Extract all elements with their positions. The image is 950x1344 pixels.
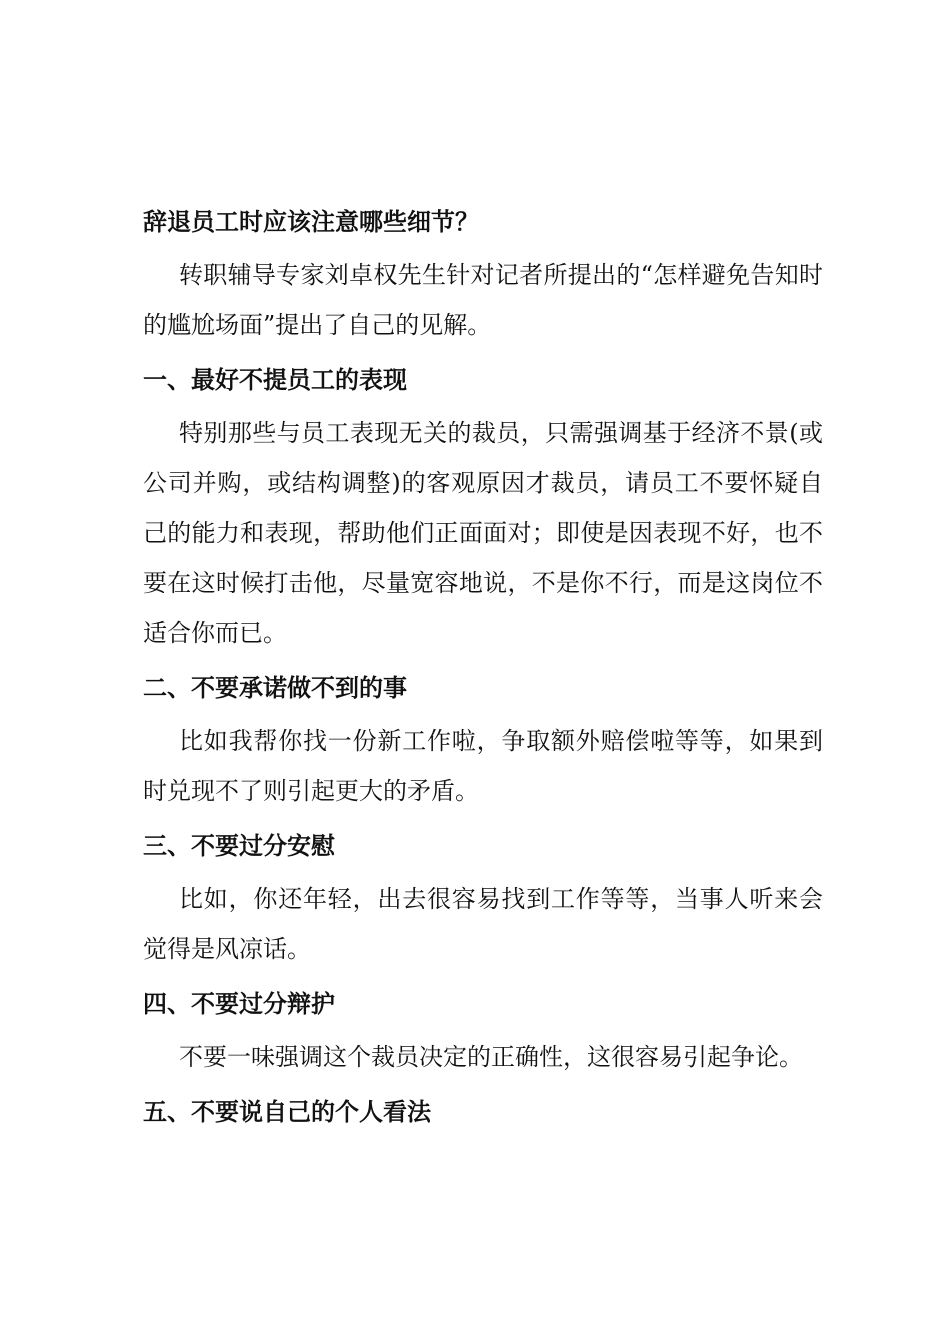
section-body-2: 比如我帮你找一份新工作啦，争取额外赔偿啦等等，如果到时兑现不了则引起更大的矛盾。: [143, 727, 823, 805]
document-page: [143, 200, 823, 1140]
section-body-1: 特别那些与员工表现无关的裁员，只需强调基于经济不景(或公司并购，或结构调整)的客观原因才裁员，请员工不要怀疑自己的能力和表现，帮助他们正面面对；即使是因表现不好，也不要在这时候打击他，尽量宽容地说，不是你不行，而是这岗位不适合你而已。: [143, 419, 823, 647]
section-heading-2: 二、不要承诺做不到的事: [143, 674, 407, 702]
section-heading-1: 一、最好不提员工的表现: [143, 366, 407, 394]
section-body-3: 比如，你还年轻，出去很容易找到工作等等，当事人听来会觉得是风凉话。: [143, 885, 823, 963]
document-title: 辞退员工时应该注意哪些细节？: [143, 208, 479, 236]
section-heading-5: 五、不要说自己的个人看法: [143, 1098, 431, 1126]
intro-paragraph: 转职辅导专家刘卓权先生针对记者所提出的“怎样避免告知时的尴尬场面”提出了自己的见解。: [143, 261, 823, 339]
section-body-4: 不要一味强调这个裁员决定的正确性，这很容易引起争论。: [179, 1043, 803, 1071]
section-heading-4: 四、不要过分辩护: [143, 990, 335, 1018]
section-heading-3: 三、不要过分安慰: [143, 832, 335, 860]
